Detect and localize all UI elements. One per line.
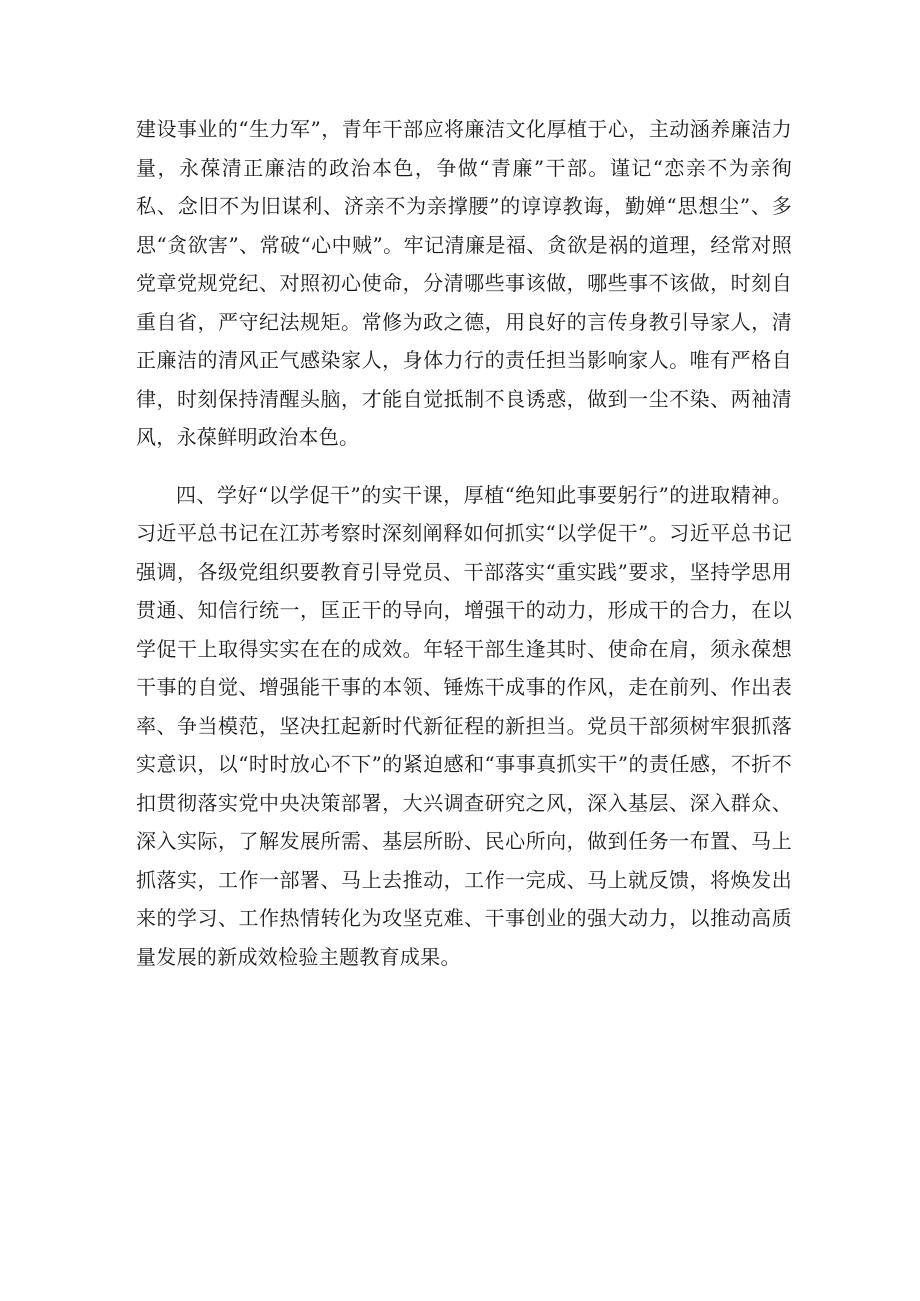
paragraph-section-four: 四、学好“以学促干”的实干课，厚植“绝知此事要躬行”的进取精神。习近平总书记在江苏考察时深刻阐释如何抓实“以学促干”。习近平总书记强调，各级党组织要教育引导党员、干部落实“重实践”要求，坚持学思用贯通、知信行统一，匡正干的导向，增强干的动力，形成干的合力，在以学促干上取得实实在在的成效。年轻干部生逢其时、使命在肩，须永葆想干事的自觉、增强能干事的本领、锤炼干成事的作风，走在前列、作出表率、争当模范，坚决扛起新时代新征程的新担当。党员干部须树牢狠抓落实意识，以“时时放心不下”的紧迫感和“事事真抓实干”的责任感，不折不扣贯彻落实党中央决策部署，大兴调查研究之风，深入基层、深入群众、深入实际，了解发展所需、基层所盼、民心所向，做到任务一布置、马上抓落实，工作一部署、马上去推动，工作一完成、马上就反馈，将焕发出来的学习、工作热情转化为攻坚克难、干事创业的强大动力，以推动高质量发展的新成效检验主题教育成果。 (136, 482, 792, 969)
document-body (136, 110, 792, 976)
paragraph-integrity: 建设事业的“生力军”，青年干部应将廉洁文化厚植于心，主动涵养廉洁力量，永葆清正廉洁的政治本色，争做“青廉”干部。谨记“恋亲不为亲徇私、念旧不为旧谋利、济亲不为亲撑腰”的谆谆教诲，勤婵“思想尘”、多思“贪欲害”、常破“心中贼”。牢记清廉是福、贪欲是祸的道理，经常对照党章党规党纪、对照初心使命，分清哪些事该做，哪些事不该做，时刻自重自省，严守纪法规矩。常修为政之德，用良好的言传身教引导家人，清正廉洁的清风正气感染家人，身体力行的责任担当影响家人。唯有严格自律，时刻保持清醒头脑，才能自觉抵制不良诱惑，做到一尘不染、两袖清风，永葆鲜明政治本色。 (136, 117, 792, 449)
